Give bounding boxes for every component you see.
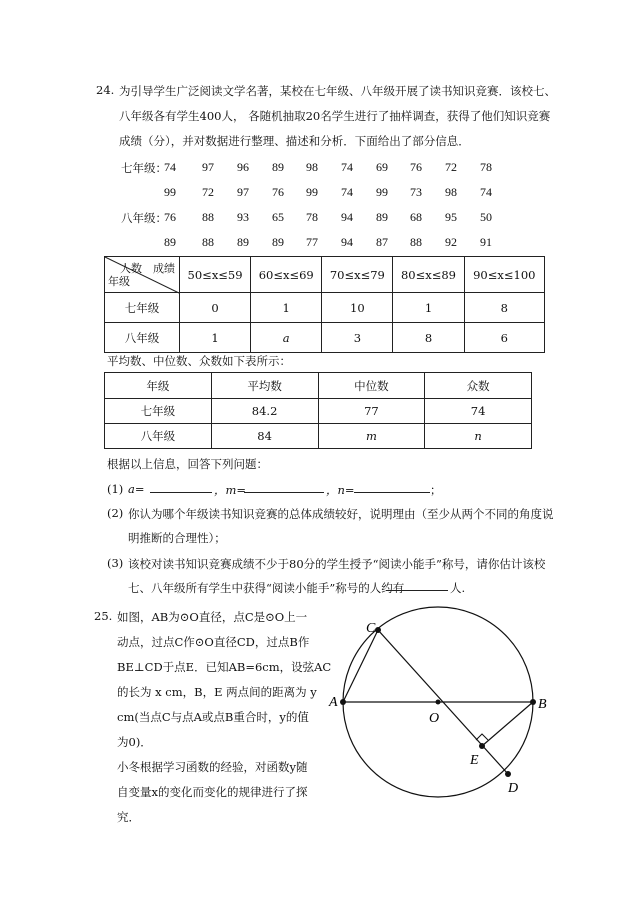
stats-cell: 84.2 [211,399,318,424]
q25-line: 小冬根据学习函数的经验，对函数y随 [117,760,308,774]
score-value: 98 [445,185,457,199]
score-value: 68 [410,210,422,224]
label-c: C [366,621,376,636]
freq-cell: 1 [180,323,251,353]
score-value: 88 [202,210,214,224]
stats-cell: n [425,424,532,449]
stats-header: 年级 [105,373,212,399]
score-value: 94 [341,235,353,249]
score-value: 74 [341,185,353,199]
freq-cell: 8 [464,293,544,323]
part2-line-2: 明推断的合理性）； [128,531,226,545]
q25-number: 25. [94,609,113,623]
score-value: 74 [164,160,176,174]
score-value: 89 [376,210,388,224]
score-value: 78 [480,160,492,174]
score-value: 99 [376,185,388,199]
q25-line: 自变量x的变化而变化的规律进行了探 [117,785,308,799]
freq-header: 80≤x≤89 [393,257,464,293]
stats-intro: 平均数、中位数、众数如下表所示： [107,354,291,368]
score-value: 69 [376,160,388,174]
freq-cell: 3 [322,323,393,353]
stats-cell: 七年级 [105,399,212,424]
answer-intro: 根据以上信息，回答下列问题： [107,457,268,471]
score-value: 76 [410,160,422,174]
part1-label: (1) [107,482,124,496]
stats-header: 众数 [425,373,532,399]
q25-line: 究． [117,810,140,824]
grade7-label: 七年级： [121,161,167,175]
freq-cell: 10 [322,293,393,323]
score-value: 93 [237,210,249,224]
label-a: A [329,695,338,710]
score-value: 65 [272,210,284,224]
q25-line: BE⊥CD于点E．已知AB=6cm，设弦AC [117,660,332,674]
score-value: 92 [445,235,457,249]
right-angle-mark [476,734,488,740]
score-value: 76 [164,210,176,224]
chord-ac [343,630,378,702]
stats-cell: m [318,424,425,449]
q25-line: 的长为 x cm，B，E 两点间的距离为 y [117,685,317,699]
q24-intro-line-2: 八年级各有学生400人， 各随机抽取20名学生进行了抽样调查，获得了他们知识竞赛 [119,109,551,123]
point-e [479,743,485,749]
answer-blank-a[interactable] [150,482,212,493]
score-value: 74 [480,185,492,199]
freq-header: 60≤x≤69 [251,257,322,293]
frequency-table [104,256,545,353]
score-value: 87 [376,235,388,249]
score-value: 98 [306,160,318,174]
score-value: 73 [410,185,422,199]
score-value: 97 [237,185,249,199]
part1-n: ，n= [326,483,355,497]
score-value: 99 [306,185,318,199]
score-value: 95 [445,210,457,224]
freq-cell: a [251,323,322,353]
answer-blank-n[interactable] [354,482,430,493]
answer-blank-part3[interactable] [386,580,448,591]
freq-cell: 1 [393,293,464,323]
q24-number: 24. [96,83,115,97]
stats-cell: 77 [318,399,425,424]
point-c [375,627,381,633]
score-value: 89 [272,160,284,174]
score-value: 89 [237,235,249,249]
score-value: 97 [202,160,214,174]
stats-table [104,372,532,449]
label-d: D [508,781,519,796]
freq-cell: 6 [464,323,544,353]
freq-row-label: 八年级 [105,323,180,353]
score-value: 88 [202,235,214,249]
q24-intro-line-3: 成绩（分），并对数据进行整理、描述和分析．下面给出了部分信息． [119,134,470,148]
stats-header: 平均数 [211,373,318,399]
score-value: 74 [341,160,353,174]
grade8-label: 八年级： [121,211,167,225]
part2-line-1: 你认为哪个年级读书知识竞赛的总体成绩较好，说明理由（至少从两个不同的角度说 [128,507,554,521]
score-value: 78 [306,210,318,224]
point-a [340,699,346,705]
label-e: E [470,753,479,768]
score-value: 72 [445,160,457,174]
point-b [530,699,536,705]
score-value: 50 [480,210,492,224]
part3-label: (3) [107,556,124,570]
part3-end: 人. [450,581,466,595]
score-value: 99 [164,185,176,199]
q25-line: 如图，AB为⊙O直径，点C是⊙O上一 [117,610,308,624]
score-value: 88 [410,235,422,249]
score-value: 89 [164,235,176,249]
score-value: 91 [480,235,492,249]
freq-row-label: 七年级 [105,293,180,323]
freq-header: 50≤x≤59 [180,257,251,293]
q25-line: 为0)． [117,735,152,749]
freq-header: 70≤x≤79 [322,257,393,293]
point-o [436,700,441,705]
stats-header: 中位数 [318,373,425,399]
freq-cell: 8 [393,323,464,353]
freq-corner-top: 人数 成绩 [120,262,175,275]
score-value: 72 [202,185,214,199]
freq-table-corner-cell [105,257,180,293]
circle-geometry-figure [330,608,560,798]
freq-cell: 1 [251,293,322,323]
label-b: B [538,697,547,712]
answer-blank-m[interactable] [244,482,324,493]
q25-line: cm(当点C与点A或点B重合时，y的值 [117,710,309,724]
part1-a: a= [128,482,145,496]
stats-cell: 84 [211,424,318,449]
score-value: 76 [272,185,284,199]
part2-label: (2) [107,506,124,520]
freq-cell: 0 [180,293,251,323]
q25-line: 动点，过点C作⊙O直径CD，过点B作 [117,635,310,649]
part1-m: ，m= [214,483,247,497]
part1-end: ； [430,483,442,497]
freq-corner-bottom: 年级 [108,275,130,288]
score-value: 96 [237,160,249,174]
score-value: 77 [306,235,318,249]
label-o: O [429,711,440,726]
part3-line-2: 七、八年级所有学生中获得“阅读小能手”称号的人约有 [128,581,405,595]
freq-header: 90≤x≤100 [464,257,544,293]
stats-cell: 八年级 [105,424,212,449]
point-d [505,771,511,777]
part3-line-1: 该校对读书知识竞赛成绩不少于80分的学生授予“阅读小能手”称号，请你估计该校 [128,557,546,571]
score-value: 94 [341,210,353,224]
score-value: 89 [272,235,284,249]
stats-cell: 74 [425,399,532,424]
q24-intro-line-1: 为引导学生广泛阅读文学名著，某校在七年级、八年级开展了读书知识竞赛．该校七、 [119,84,556,98]
